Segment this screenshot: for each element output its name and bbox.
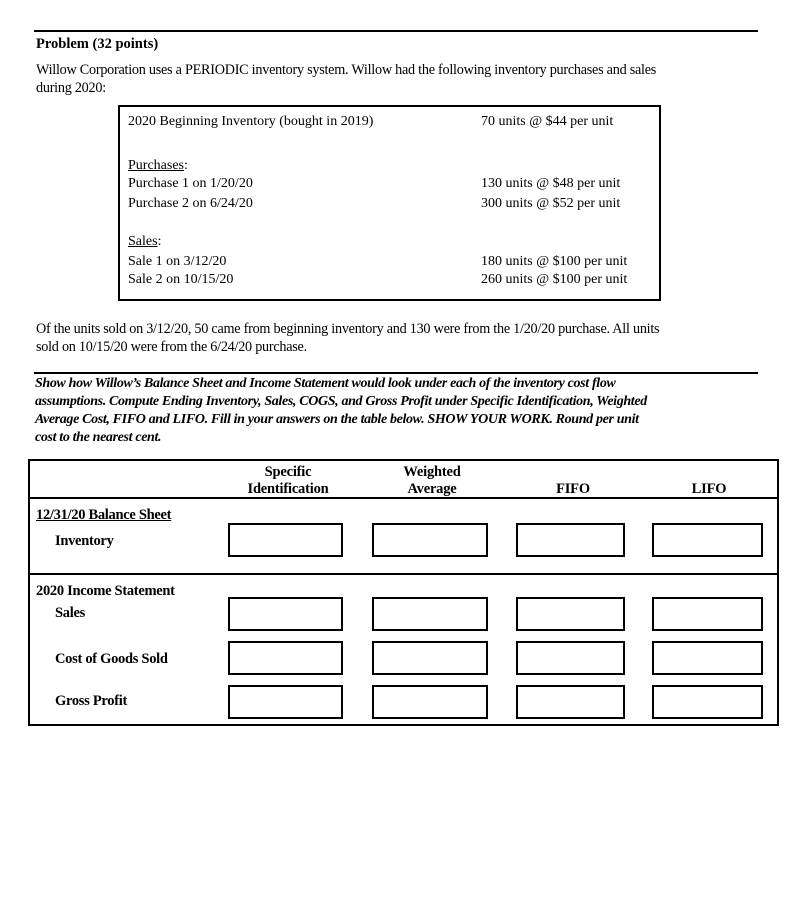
col-header-lifo <box>649 464 769 498</box>
inventory-lifo-input[interactable] <box>652 523 763 557</box>
col-header-fifo-line1 <box>513 464 633 481</box>
col-header-fifo-line2: FIFO <box>556 481 590 497</box>
col-header-lifo-line2: LIFO <box>691 481 727 497</box>
sale-2-value: 260 units @ $100 per unit <box>481 272 628 287</box>
instructions-line-2: assumptions. Compute Ending Inventory, Sales, COGS, and Gross Profit under Specific Identification, Weighted <box>35 394 647 409</box>
col-header-fifo <box>513 464 633 498</box>
instructions-line-3: Average Cost, FIFO and LIFO. Fill in your answers on the table below. SHOW YOUR WORK. Round per unit <box>35 412 639 427</box>
purchases-heading-text: Purchases <box>128 158 184 173</box>
instructions-divider <box>34 372 758 374</box>
col-header-specific-line2: Identification <box>247 481 329 497</box>
sale-1-label: Sale 1 on 3/12/20 <box>128 254 227 269</box>
section-divider <box>30 573 777 575</box>
sales-heading <box>128 233 161 251</box>
sales-weighted-average-input[interactable] <box>372 597 488 631</box>
gross-profit-specific-identification-input[interactable] <box>228 685 343 719</box>
instructions <box>35 375 765 447</box>
row-label-inventory: Inventory <box>55 533 114 549</box>
row-label-sales: Sales <box>55 605 85 621</box>
col-header-weighted-line2: Average <box>407 481 457 497</box>
intro-line-1: Willow Corporation uses a PERIODIC inventory system. Willow had the following inventory purchases and sales <box>36 62 657 78</box>
inventory-weighted-average-input[interactable] <box>372 523 488 557</box>
sale-2-label: Sale 2 on 10/15/20 <box>128 272 234 287</box>
row-label-cogs: Cost of Goods Sold <box>55 651 168 667</box>
balance-sheet-heading: 12/31/20 Balance Sheet <box>36 507 172 523</box>
purchase-2-label: Purchase 2 on 6/24/20 <box>128 196 253 211</box>
col-header-weighted-line1: Weighted <box>403 464 461 480</box>
note-line-2: sold on 10/15/20 were from the 6/24/20 purchase. <box>36 339 307 355</box>
income-statement-heading: 2020 Income Statement <box>36 583 175 599</box>
instructions-line-1: Show how Willow’s Balance Sheet and Income Statement would look under each of the inventory cost flow <box>35 376 616 391</box>
gross-profit-lifo-input[interactable] <box>652 685 763 719</box>
sale-1-value: 180 units @ $100 per unit <box>481 254 628 269</box>
sales-lifo-input[interactable] <box>652 597 763 631</box>
top-divider <box>34 30 758 32</box>
intro-line-2: during 2020: <box>36 80 106 96</box>
cogs-specific-identification-input[interactable] <box>228 641 343 675</box>
beginning-inventory-label: 2020 Beginning Inventory (bought in 2019) <box>128 114 374 129</box>
purchases-heading <box>128 157 188 175</box>
answer-table <box>28 459 779 726</box>
sales-specific-identification-input[interactable] <box>228 597 343 631</box>
inventory-specific-identification-input[interactable] <box>228 523 343 557</box>
purchase-1-value: 130 units @ $48 per unit <box>481 176 621 191</box>
note-line-1: Of the units sold on 3/12/20, 50 came from beginning inventory and 130 were from the 1/20/20 purchase. All units <box>36 321 660 337</box>
col-header-specific-identification <box>228 464 348 498</box>
col-header-lifo-line1 <box>649 464 769 481</box>
col-header-weighted-average <box>372 464 492 498</box>
problem-title: Problem (32 points) <box>36 36 159 52</box>
cogs-fifo-input[interactable] <box>516 641 625 675</box>
sales-heading-text: Sales <box>128 234 158 249</box>
cogs-weighted-average-input[interactable] <box>372 641 488 675</box>
row-label-gross-profit: Gross Profit <box>55 693 127 709</box>
gross-profit-weighted-average-input[interactable] <box>372 685 488 719</box>
purchase-2-value: 300 units @ $52 per unit <box>481 196 621 211</box>
sales-fifo-input[interactable] <box>516 597 625 631</box>
cogs-lifo-input[interactable] <box>652 641 763 675</box>
col-header-specific-line1: Specific <box>264 464 312 480</box>
inventory-fifo-input[interactable] <box>516 523 625 557</box>
sales-heading-colon: : <box>157 234 162 249</box>
instructions-line-4: cost to the nearest cent. <box>35 430 162 445</box>
purchases-heading-colon: : <box>184 158 188 173</box>
purchase-1-label: Purchase 1 on 1/20/20 <box>128 176 253 191</box>
beginning-inventory-value: 70 units @ $44 per unit <box>481 114 614 129</box>
gross-profit-fifo-input[interactable] <box>516 685 625 719</box>
